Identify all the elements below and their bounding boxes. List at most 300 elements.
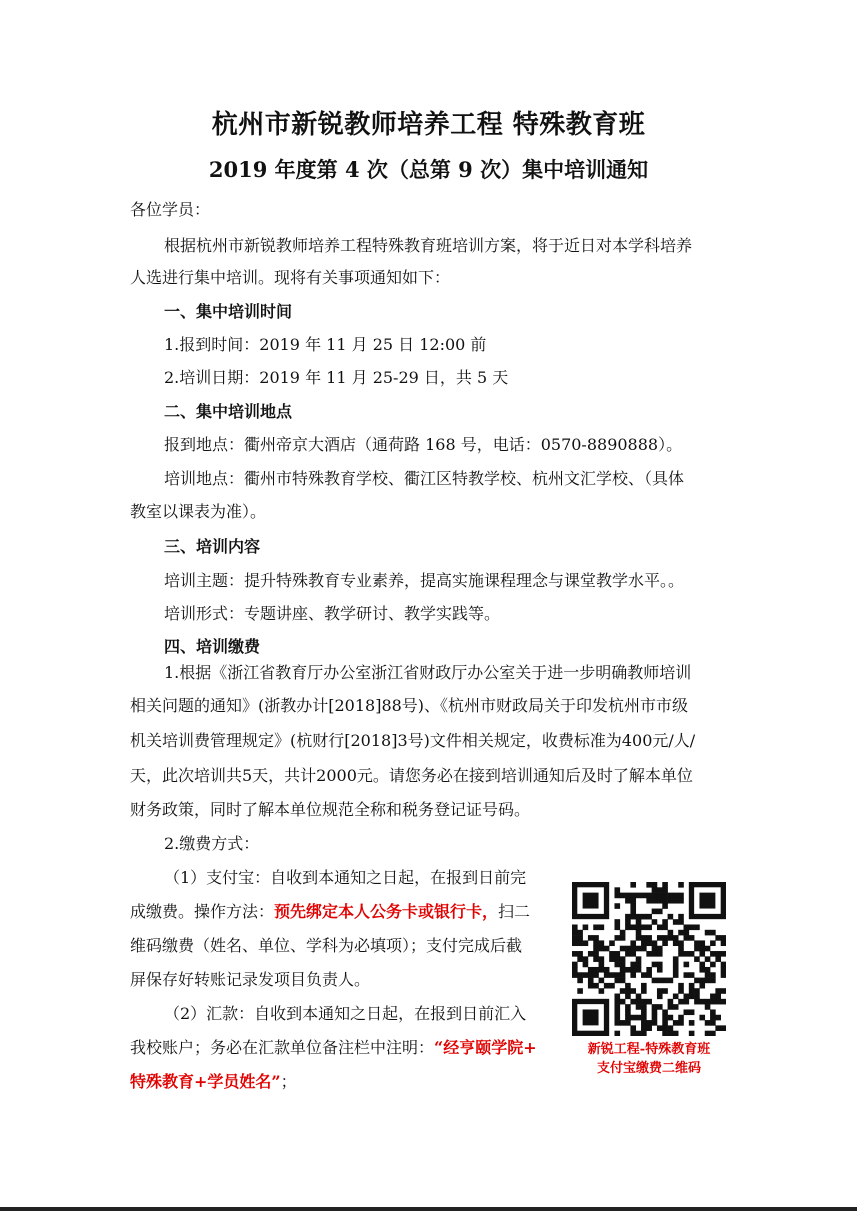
qr-module	[668, 1025, 674, 1031]
qr-module	[609, 956, 615, 962]
qr-module	[614, 994, 620, 1000]
qr-module	[715, 1025, 721, 1031]
venue-line-2: 教室以课表为准）。	[130, 502, 267, 521]
qr-module	[577, 935, 583, 941]
qr-module	[620, 946, 626, 952]
qr-module	[620, 967, 626, 973]
qr-module	[705, 999, 711, 1005]
qr-module	[630, 1031, 636, 1036]
qr-module	[684, 972, 690, 978]
qr-module	[673, 972, 679, 978]
qr-module	[577, 988, 583, 994]
qr-module	[668, 893, 674, 899]
qr-module	[630, 882, 636, 888]
qr-module	[572, 935, 578, 941]
qr-module	[652, 1004, 658, 1010]
qr-module	[620, 930, 626, 936]
qr-module	[710, 940, 716, 946]
qr-module	[641, 972, 647, 978]
qr-module	[577, 930, 583, 936]
qr-module	[614, 924, 620, 930]
qr-module	[657, 1025, 663, 1031]
qr-module	[646, 924, 652, 930]
qr-module	[705, 967, 711, 973]
qr-module	[678, 882, 684, 888]
fee-paragraph-line: 天，此次培训共5天，共计2000元。请您务必在接到培训通知后及时了解本单位	[130, 766, 693, 785]
qr-module	[657, 924, 663, 930]
qr-module	[630, 940, 636, 946]
qr-module	[630, 967, 636, 973]
qr-module	[721, 999, 726, 1005]
qr-module	[689, 951, 695, 957]
qr-module	[662, 1015, 668, 1021]
qr-module	[694, 988, 700, 994]
qr-module	[689, 1009, 695, 1015]
document-subtitle: 2019 年度第 4 次（总第 9 次）集中培训通知	[208, 157, 649, 182]
qr-module	[673, 1031, 679, 1036]
qr-module	[668, 930, 674, 936]
qr-module	[636, 924, 642, 930]
qr-module	[652, 919, 658, 925]
qr-module	[657, 887, 663, 893]
qr-module	[673, 994, 679, 1000]
report-time: 1.报到时间：2019 年 11 月 25 日 12:00 前	[164, 335, 487, 354]
qr-module	[636, 1004, 642, 1010]
remit-line-3-tail: ；	[280, 1072, 297, 1091]
qr-module	[699, 978, 705, 984]
qr-module	[673, 898, 679, 904]
qr-module	[652, 898, 658, 904]
qr-module	[657, 898, 663, 904]
qr-module	[684, 994, 690, 1000]
qr-module	[593, 940, 599, 946]
qr-module	[699, 893, 715, 909]
qr-module	[636, 962, 642, 968]
qr-module	[715, 994, 721, 1000]
qr-module	[641, 988, 647, 994]
qr-module	[705, 1004, 711, 1010]
qr-module	[614, 962, 620, 968]
qr-module	[678, 946, 684, 952]
qr-module	[625, 1020, 631, 1026]
qr-module	[721, 1025, 726, 1031]
qr-module	[593, 946, 599, 952]
qr-code-image	[572, 882, 726, 1036]
qr-module	[630, 988, 636, 994]
training-dates: 2.培训日期：2019 年 11 月 25-29 日，共 5 天	[164, 368, 509, 387]
qr-module	[636, 994, 642, 1000]
qr-module	[583, 972, 589, 978]
qr-module	[583, 893, 599, 909]
greeting: 各位学员：	[130, 200, 211, 219]
qr-module	[662, 919, 668, 925]
qr-module	[721, 962, 726, 968]
qr-module	[609, 951, 615, 957]
qr-module	[646, 898, 652, 904]
qr-module	[614, 887, 620, 893]
qr-module	[668, 898, 674, 904]
qr-module	[630, 951, 636, 957]
qr-module	[673, 940, 679, 946]
intro-line-2: 人选进行集中培训。现将有关事项通知如下：	[130, 268, 451, 287]
qr-module	[705, 972, 711, 978]
qr-module	[614, 919, 620, 925]
qr-module	[662, 924, 668, 930]
qr-module	[715, 999, 721, 1005]
qr-module	[630, 962, 636, 968]
qr-module	[614, 1020, 620, 1026]
qr-module	[588, 935, 594, 941]
qr-module	[625, 1004, 631, 1010]
alipay-line-2-tail: 扫二	[498, 902, 531, 921]
qr-module	[662, 1025, 668, 1031]
qr-module	[721, 967, 726, 973]
qr-module	[662, 893, 668, 899]
qr-module	[684, 999, 690, 1005]
qr-module	[636, 1015, 642, 1021]
qr-module	[657, 994, 663, 1000]
qr-module	[588, 951, 594, 957]
qr-module	[593, 935, 599, 941]
qr-module	[652, 1015, 658, 1021]
qr-module	[689, 983, 695, 989]
qr-module	[662, 978, 668, 984]
qr-module	[572, 967, 578, 973]
qr-module	[646, 882, 652, 888]
qr-module	[694, 956, 700, 962]
qr-module	[678, 940, 684, 946]
qr-module	[604, 972, 610, 978]
qr-module	[625, 967, 631, 973]
qr-caption-line-1: 新锐工程-特殊教育班	[587, 1042, 711, 1057]
qr-module	[641, 914, 647, 920]
qr-module	[657, 967, 663, 973]
qr-module	[652, 893, 658, 899]
qr-module	[599, 924, 605, 930]
qr-module	[657, 1004, 663, 1010]
qr-module	[657, 909, 663, 915]
qr-module	[588, 967, 594, 973]
qr-module	[599, 946, 605, 952]
qr-module	[636, 930, 642, 936]
qr-module	[630, 1015, 636, 1021]
qr-module	[652, 882, 658, 888]
qr-module	[710, 978, 716, 984]
qr-module	[694, 978, 700, 984]
qr-module	[641, 924, 647, 930]
qr-module	[673, 1020, 679, 1026]
qr-module	[710, 1031, 716, 1036]
qr-module	[662, 898, 668, 904]
section-4-heading: 四、培训缴费	[164, 637, 261, 656]
qr-module	[604, 946, 610, 952]
qr-module	[636, 893, 642, 899]
qr-module	[678, 914, 684, 920]
qr-module	[609, 983, 615, 989]
qr-module	[614, 978, 620, 984]
qr-module	[678, 1015, 684, 1021]
qr-module	[577, 940, 583, 946]
qr-module	[646, 967, 652, 973]
qr-module	[657, 935, 663, 941]
qr-module	[583, 962, 589, 968]
intro-line-1: 根据杭州市新锐教师培养工程特殊教育班培训方案，将于近日对本学科培养	[164, 236, 693, 255]
qr-module	[694, 946, 700, 952]
qr-module	[609, 972, 615, 978]
qr-module	[646, 1025, 652, 1031]
qr-module	[646, 940, 652, 946]
alipay-line-1: （1）支付宝：自收到本通知之日起，在报到日前完	[164, 868, 527, 887]
qr-module	[625, 1009, 631, 1015]
qr-module	[614, 1031, 620, 1036]
venue-line-1: 培训地点：衢州市特殊教育学校、衢江区特教学校、杭州文汇学校、（具体	[164, 469, 685, 488]
qr-module	[662, 935, 668, 941]
qr-module	[662, 882, 668, 888]
qr-module	[699, 940, 705, 946]
qr-module	[641, 1009, 647, 1015]
qr-module	[583, 1009, 599, 1025]
qr-module	[625, 988, 631, 994]
qr-module	[668, 1004, 674, 1010]
qr-module	[577, 951, 583, 957]
qr-module	[641, 946, 647, 952]
qr-module	[652, 946, 658, 952]
qr-module	[678, 1020, 684, 1026]
fee-paragraph-line: 相关问题的通知》(浙教办计[2018]88号)、《杭州市财政局关于印发杭州市市级	[130, 696, 689, 715]
qr-module	[641, 893, 647, 899]
qr-module	[678, 919, 684, 925]
qr-module	[620, 893, 626, 899]
qr-module	[641, 935, 647, 941]
qr-module	[593, 983, 599, 989]
qr-module	[630, 999, 636, 1005]
qr-module	[684, 935, 690, 941]
fee-paragraph-line: 机关培训费管理规定》(杭财行[2018]3号)文件相关规定，收费标准为400元/人/	[130, 731, 696, 750]
qr-module	[699, 999, 705, 1005]
qr-module	[630, 1025, 636, 1031]
qr-module	[620, 935, 626, 941]
qr-module	[673, 962, 679, 968]
qr-module	[625, 914, 631, 920]
qr-module	[678, 999, 684, 1005]
remit-line-2-text: 我校账户；务必在汇款单位备注栏中注明：	[130, 1038, 435, 1057]
qr-module	[588, 972, 594, 978]
qr-module	[625, 1015, 631, 1021]
qr-module	[583, 924, 589, 930]
qr-module	[614, 903, 620, 909]
qr-module	[583, 940, 589, 946]
qr-module	[599, 962, 605, 968]
qr-module	[641, 1025, 647, 1031]
alipay-instruction-highlight: 预先绑定本人公务卡或银行卡，	[274, 902, 499, 921]
qr-module	[710, 962, 716, 968]
qr-module	[614, 893, 620, 899]
qr-module	[572, 924, 578, 930]
qr-module	[689, 1020, 695, 1026]
qr-module	[662, 887, 668, 893]
qr-module	[668, 935, 674, 941]
qr-module	[593, 924, 599, 930]
qr-module	[599, 978, 605, 984]
qr-module	[652, 962, 658, 968]
qr-module	[662, 1009, 668, 1015]
qr-module	[662, 1020, 668, 1026]
qr-module	[625, 919, 631, 925]
fee-paragraph-line: 1.根据《浙江省教育厅办公室浙江省财政厅办公室关于进一步明确教师培训	[164, 663, 692, 682]
qr-module	[652, 978, 658, 984]
qr-module	[705, 956, 711, 962]
remit-note-highlight-cont: 特殊教育+学员姓名”	[130, 1072, 281, 1091]
qr-module	[699, 962, 705, 968]
page-bottom-border	[0, 1207, 857, 1211]
qr-module	[630, 972, 636, 978]
qr-module	[588, 983, 594, 989]
qr-module	[699, 983, 705, 989]
qr-module	[721, 935, 726, 941]
qr-module	[673, 919, 679, 925]
qr-module	[721, 988, 726, 994]
qr-module	[657, 988, 663, 994]
qr-module	[689, 994, 695, 1000]
qr-module	[636, 914, 642, 920]
qr-module	[614, 972, 620, 978]
qr-module	[662, 1031, 668, 1036]
qr-module	[694, 994, 700, 1000]
qr-module	[710, 994, 716, 1000]
qr-module	[646, 893, 652, 899]
qr-module	[599, 967, 605, 973]
qr-module	[620, 999, 626, 1005]
qr-module	[630, 909, 636, 915]
qr-module	[630, 914, 636, 920]
qr-module	[684, 951, 690, 957]
qr-module	[657, 893, 663, 899]
qr-module	[673, 956, 679, 962]
qr-module	[641, 1031, 647, 1036]
qr-module	[668, 999, 674, 1005]
qr-module	[604, 983, 610, 989]
alipay-qr-code[interactable]	[572, 882, 726, 1036]
qr-module	[673, 893, 679, 899]
qr-module	[572, 940, 578, 946]
qr-module	[599, 988, 605, 994]
qr-module	[636, 956, 642, 962]
qr-module	[694, 940, 700, 946]
qr-module	[710, 1015, 716, 1021]
qr-module	[636, 935, 642, 941]
qr-module	[705, 1031, 711, 1036]
qr-module	[668, 1031, 674, 1036]
qr-module	[572, 962, 578, 968]
qr-module	[641, 1020, 647, 1026]
qr-module	[625, 893, 631, 899]
alipay-line-2-text: 成缴费。操作方法：	[130, 902, 275, 921]
qr-module	[583, 956, 589, 962]
qr-module	[577, 978, 583, 984]
qr-module	[630, 924, 636, 930]
qr-module	[630, 903, 636, 909]
qr-module	[625, 983, 631, 989]
qr-module	[630, 898, 636, 904]
training-theme: 培训主题：提升特殊教育专业素养，提高实施课程理念与课堂教学水平。。	[164, 571, 685, 590]
qr-module	[614, 956, 620, 962]
qr-module	[678, 983, 684, 989]
qr-module	[699, 967, 705, 973]
remit-line-2	[130, 1038, 537, 1058]
qr-module	[641, 983, 647, 989]
qr-module	[678, 988, 684, 994]
qr-module	[715, 951, 721, 957]
qr-module	[684, 962, 690, 968]
qr-module	[710, 999, 716, 1005]
qr-module	[620, 988, 626, 994]
qr-module	[646, 951, 652, 957]
qr-module	[577, 972, 583, 978]
qr-module	[662, 988, 668, 994]
qr-module	[710, 1009, 716, 1015]
qr-module	[614, 951, 620, 957]
remit-note-highlight: “经亨颐学院+	[434, 1038, 537, 1057]
qr-module	[646, 972, 652, 978]
qr-module	[678, 930, 684, 936]
section-1-heading: 一、集中培训时间	[164, 302, 293, 321]
qr-module	[684, 930, 690, 936]
qr-module	[652, 909, 658, 915]
qr-module	[593, 972, 599, 978]
qr-module	[652, 940, 658, 946]
qr-module	[694, 924, 700, 930]
section-3-heading: 三、培训内容	[164, 537, 261, 556]
qr-module	[721, 951, 726, 957]
qr-module	[710, 1020, 716, 1026]
qr-module	[652, 1009, 658, 1015]
qr-module	[684, 924, 690, 930]
qr-module	[662, 940, 668, 946]
qr-module	[710, 951, 716, 957]
training-format: 培训形式：专题讲座、教学研讨、教学实践等。	[164, 604, 501, 623]
qr-module	[625, 951, 631, 957]
qr-module	[652, 951, 658, 957]
qr-module	[604, 967, 610, 973]
qr-module	[641, 1015, 647, 1021]
qr-module	[662, 903, 668, 909]
qr-module	[657, 978, 663, 984]
qr-module	[636, 967, 642, 973]
qr-module	[673, 967, 679, 973]
qr-module	[673, 1004, 679, 1010]
qr-module	[705, 1020, 711, 1026]
qr-module	[689, 924, 695, 930]
qr-module	[620, 962, 626, 968]
qr-module	[710, 972, 716, 978]
qr-module	[614, 999, 620, 1005]
qr-module	[684, 1009, 690, 1015]
qr-module	[614, 935, 620, 941]
qr-module	[715, 935, 721, 941]
qr-module	[630, 893, 636, 899]
qr-module	[689, 1031, 695, 1036]
qr-module	[636, 1031, 642, 1036]
qr-module	[636, 919, 642, 925]
qr-module	[673, 935, 679, 941]
fee-paragraph-line: 财务政策，同时了解本单位规范全称和税务登记证号码。	[130, 800, 531, 819]
qr-module	[636, 999, 642, 1005]
qr-module	[699, 951, 705, 957]
alipay-line-4: 屏保存好转账记录发项目负责人。	[130, 970, 371, 989]
qr-module	[705, 946, 711, 952]
qr-module	[599, 956, 605, 962]
section-2-heading: 二、集中培训地点	[164, 402, 293, 421]
